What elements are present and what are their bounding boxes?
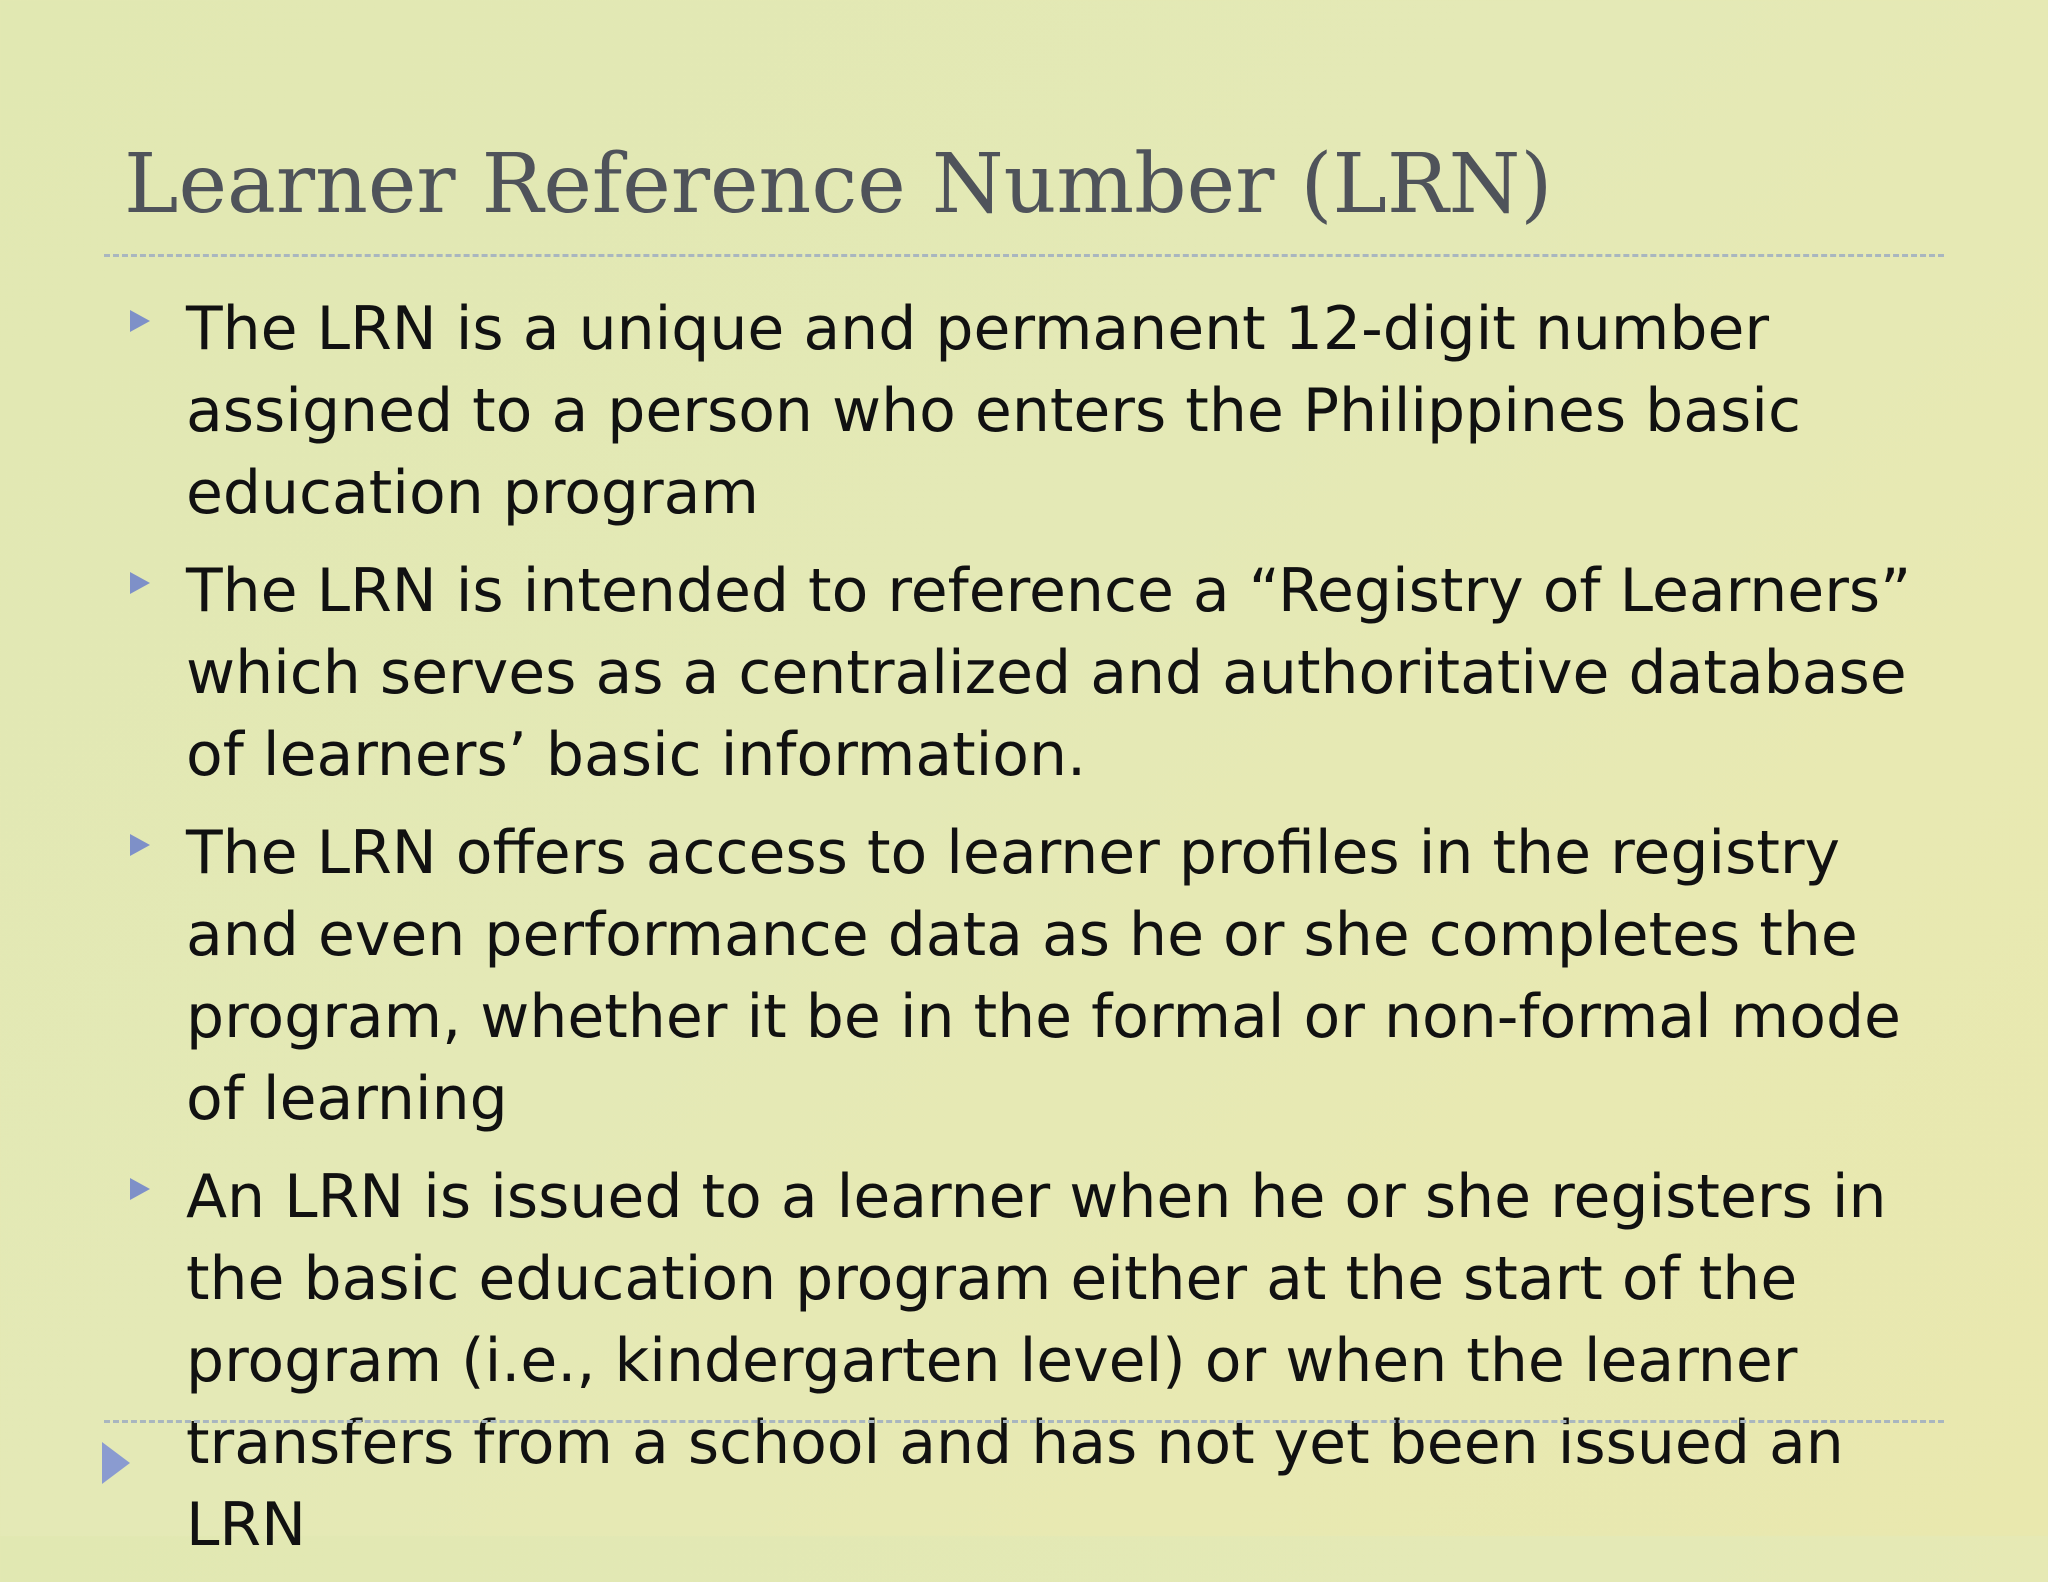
triangle-bullet-icon (130, 310, 150, 332)
footer-divider (104, 1420, 1944, 1423)
triangle-bullet-icon (130, 834, 150, 856)
bullet-item (124, 550, 1924, 796)
bullet-item (124, 288, 1924, 534)
next-slide-arrow-icon[interactable] (102, 1442, 130, 1484)
bullet-text: The LRN offers access to learner profiles in the registry and even performance data as he or she completes the program, whether it be in the formal or non-formal mode of learning (186, 818, 1901, 1134)
bullet-text: An LRN is issued to a learner when he or she registers in the basic education program either at the start of the program (i.e., kindergarten level) or when the learner transfers from a school and has not yet been issued an LRN (186, 1162, 1887, 1560)
bullet-text: The LRN is a unique and permanent 12-digit number assigned to a person who enters the Philippines basic education program (186, 294, 1801, 528)
triangle-bullet-icon (130, 1178, 150, 1200)
bullet-list (124, 288, 1924, 1582)
bullet-item (124, 812, 1924, 1140)
bullet-item (124, 1156, 1924, 1566)
triangle-bullet-icon (130, 572, 150, 594)
title-divider (104, 254, 1944, 257)
bullet-text: The LRN is intended to reference a “Registry of Learners” which serves as a centralized and authoritative database of learners’ basic information. (186, 556, 1912, 790)
slide-title: Learner Reference Number (LRN) (124, 137, 1553, 232)
